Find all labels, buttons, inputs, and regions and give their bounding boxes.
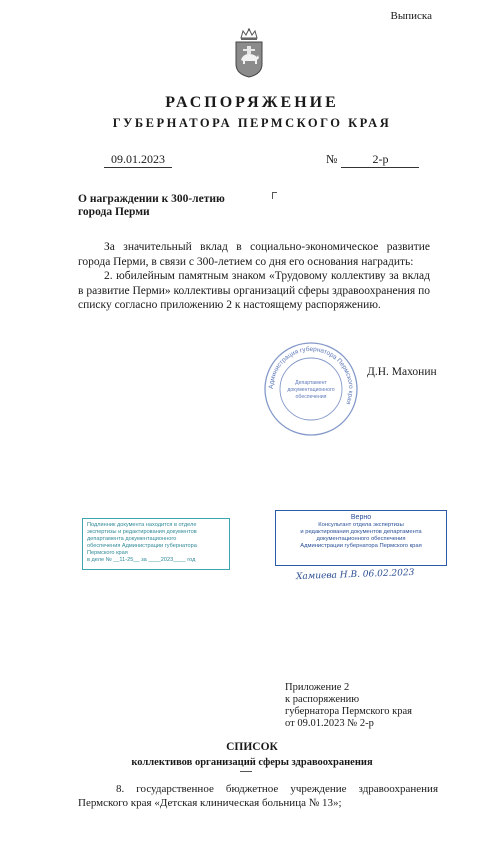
- coat-of-arms-icon: [232, 28, 266, 78]
- seal-line-3: обеспечения: [295, 394, 327, 400]
- body-paragraph-2: 2. юбилейным памятным знаком «Трудовому коллективу за вклад в развитие Перми» коллективы организаций сферы здравоохранения по списку согласно приложению 2 к настоящему распоряжению.: [78, 270, 430, 311]
- appendix-line-3: губернатора Пермского края: [285, 706, 412, 717]
- round-seal-icon: [262, 340, 360, 438]
- divider: [240, 771, 252, 772]
- number-sign: №: [326, 152, 338, 166]
- stamp-right-line-3: документационного обеспечения: [316, 536, 406, 542]
- stamp-right-line-1: Консультант отдела экспертизы: [318, 522, 404, 528]
- handwritten-certification: Хамиева Н.В. 06.02.2023: [295, 567, 415, 583]
- original-location-stamp: [82, 518, 230, 570]
- number-value: 2-р: [341, 152, 419, 168]
- stamp-left-line-1: Подлинник документа находится в отделе: [87, 522, 197, 528]
- list-title: СПИСОК: [226, 741, 278, 753]
- seal-line-2: документационного: [287, 387, 335, 393]
- document-subject: [78, 193, 278, 219]
- document-body: [78, 240, 430, 313]
- list-subtitle: коллективов организаций сферы здравоохранения: [131, 757, 373, 768]
- stamp-left-line-6: в деле № __11-25__ за ____2023____ год: [87, 557, 196, 563]
- subject-line-1: О награждении к 300-летию: [78, 193, 225, 205]
- stamp-verno: Верно: [350, 514, 372, 521]
- seal-ring-text: Администрация губернатора Пермского края: [267, 345, 355, 406]
- list-item-8: 8. государственное бюджетное учреждение здравоохранения Пермского края «Детская клиническая больница № 13»;: [78, 783, 438, 809]
- document-date: 09.01.2023: [104, 152, 172, 168]
- stamp-left-line-5: Пермского края: [87, 550, 128, 556]
- list-item: [78, 782, 438, 810]
- document-issuer: ГУБЕРНАТОРА ПЕРМСКОГО КРАЯ: [112, 116, 392, 130]
- extract-label: Выписка: [390, 10, 432, 22]
- stamp-left-line-4: обеспечения Администрации губернатора: [87, 543, 197, 549]
- appendix-header: [285, 682, 412, 730]
- body-paragraph-1: За значительный вклад в социально-экономическое развитие города Перми, в связи с 300-летием со дня его основания наградить:: [78, 241, 430, 268]
- appendix-line-4: от 09.01.2023 № 2-р: [285, 718, 374, 729]
- stamp-left-line-2: экспертизы и редактирования документов: [87, 529, 197, 535]
- subject-line-2: города Перми: [78, 206, 150, 218]
- document-number: [326, 152, 419, 168]
- seal-line-1: Департамент: [295, 380, 327, 386]
- stamp-left-line-3: департамента документационного: [87, 536, 177, 542]
- certified-copy-stamp: [275, 510, 447, 566]
- appendix-line-1: Приложение 2: [285, 682, 350, 693]
- appendix-line-2: к распоряжению: [285, 694, 360, 705]
- signatory-name: Д.Н. Махонин: [367, 366, 437, 378]
- stamp-right-line-4: Администрации губернатора Пермского края: [300, 543, 422, 549]
- stamp-right-line-2: и редактирования документов департамента: [300, 529, 422, 535]
- document-title: РАСПОРЯЖЕНИЕ: [165, 94, 339, 111]
